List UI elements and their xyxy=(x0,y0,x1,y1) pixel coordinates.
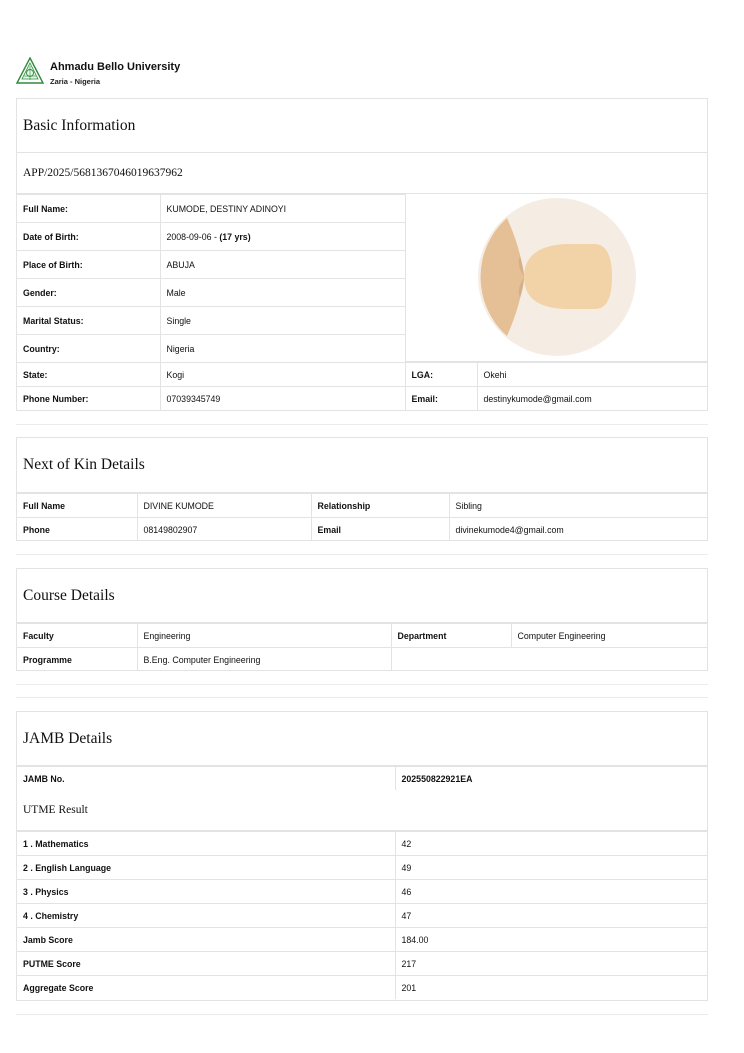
table-row xyxy=(17,387,707,411)
full-name-value: KUMODE, DESTINY ADINOYI xyxy=(160,195,405,223)
kin-phone-label: Phone xyxy=(17,518,137,542)
subject-label: 2 . English Language xyxy=(17,856,395,880)
department-label: Department xyxy=(391,624,511,648)
kin-relationship-label: Relationship xyxy=(311,494,449,518)
faculty-label: Faculty xyxy=(17,624,137,648)
table-row xyxy=(17,767,707,791)
table-row xyxy=(17,223,405,251)
avatar-placeholder-icon xyxy=(406,194,706,360)
dob-value: 2008-09-06 - xyxy=(166,231,220,242)
subject-score: 42 xyxy=(395,832,707,856)
aggregate-score-label: Aggregate Score xyxy=(17,976,395,1000)
next-of-kin-title: Next of Kin Details xyxy=(17,438,707,493)
table-row xyxy=(17,856,707,880)
utme-result-title: UTME Result xyxy=(17,790,707,831)
table-row xyxy=(17,624,707,648)
full-name-label: Full Name: xyxy=(17,195,160,223)
jamb-no-label: JAMB No. xyxy=(17,767,395,791)
state-value: Kogi xyxy=(160,363,405,387)
university-location: Zaria - Nigeria xyxy=(50,77,101,86)
table-row xyxy=(17,195,405,223)
table-row xyxy=(17,251,405,279)
gender-value: Male xyxy=(160,279,405,307)
subject-label: 4 . Chemistry xyxy=(17,904,395,928)
table-row xyxy=(17,335,405,363)
phone-number-value: 07039345749 xyxy=(160,387,405,411)
jamb-details-card xyxy=(16,711,708,1001)
lga-value: Okehi xyxy=(477,363,707,387)
table-row xyxy=(17,904,707,928)
application-number: APP/2025/5681367046019637962 xyxy=(17,153,707,194)
divider xyxy=(16,697,708,698)
table-row xyxy=(17,279,405,307)
empty-cell xyxy=(391,648,707,672)
email-value: destinykumode@gmail.com xyxy=(477,387,707,411)
kin-email-label: Email xyxy=(311,518,449,542)
marital-status-value: Single xyxy=(160,307,405,335)
place-of-birth-label: Place of Birth: xyxy=(17,251,160,279)
subject-label: 1 . Mathematics xyxy=(17,832,395,856)
kin-phone-value: 08149802907 xyxy=(137,518,311,542)
dob-cell xyxy=(160,223,405,251)
passport-photo xyxy=(405,194,707,362)
divider xyxy=(16,684,708,685)
programme-label: Programme xyxy=(17,648,137,672)
country-value: Nigeria xyxy=(160,335,405,363)
jamb-no-value: 202550822921EA xyxy=(395,767,707,791)
department-value: Computer Engineering xyxy=(511,624,707,648)
table-row xyxy=(17,307,405,335)
state-label: State: xyxy=(17,363,160,387)
divider xyxy=(16,554,708,555)
subject-score: 49 xyxy=(395,856,707,880)
faculty-value: Engineering xyxy=(137,624,391,648)
kin-full-name-label: Full Name xyxy=(17,494,137,518)
aggregate-score-value: 201 xyxy=(395,976,707,1000)
table-row xyxy=(17,648,707,672)
place-of-birth-value: ABUJA xyxy=(160,251,405,279)
jamb-score-label: Jamb Score xyxy=(17,928,395,952)
divider xyxy=(16,1014,708,1015)
kin-relationship-value: Sibling xyxy=(449,494,707,518)
next-of-kin-card xyxy=(16,437,708,541)
university-logo-icon xyxy=(16,57,44,85)
basic-information-title: Basic Information xyxy=(17,99,707,153)
course-details-title: Course Details xyxy=(17,569,707,623)
table-row xyxy=(17,832,707,856)
kin-full-name-value: DIVINE KUMODE xyxy=(137,494,311,518)
table-row xyxy=(17,518,707,542)
marital-status-label: Marital Status: xyxy=(17,307,160,335)
university-name: Ahmadu Bello University xyxy=(50,61,181,73)
email-label: Email: xyxy=(405,387,477,411)
dob-label: Date of Birth: xyxy=(17,223,160,251)
table-row xyxy=(17,928,707,952)
jamb-score-value: 184.00 xyxy=(395,928,707,952)
subject-label: 3 . Physics xyxy=(17,880,395,904)
subject-score: 46 xyxy=(395,880,707,904)
divider xyxy=(16,424,708,425)
kin-email-value: divinekumode4@gmail.com xyxy=(449,518,707,542)
gender-label: Gender: xyxy=(17,279,160,307)
putme-score-value: 217 xyxy=(395,952,707,976)
age-value: (17 yrs) xyxy=(219,231,251,242)
table-row xyxy=(17,363,707,387)
table-row xyxy=(17,494,707,518)
subject-score: 47 xyxy=(395,904,707,928)
programme-value: B.Eng. Computer Engineering xyxy=(137,648,391,672)
table-row xyxy=(17,952,707,976)
table-row xyxy=(17,976,707,1000)
country-label: Country: xyxy=(17,335,160,363)
table-row xyxy=(17,880,707,904)
lga-label: LGA: xyxy=(405,363,477,387)
putme-score-label: PUTME Score xyxy=(17,952,395,976)
course-details-card xyxy=(16,568,708,671)
phone-number-label: Phone Number: xyxy=(17,387,160,411)
basic-information-card xyxy=(16,98,708,411)
jamb-details-title: JAMB Details xyxy=(17,712,707,766)
